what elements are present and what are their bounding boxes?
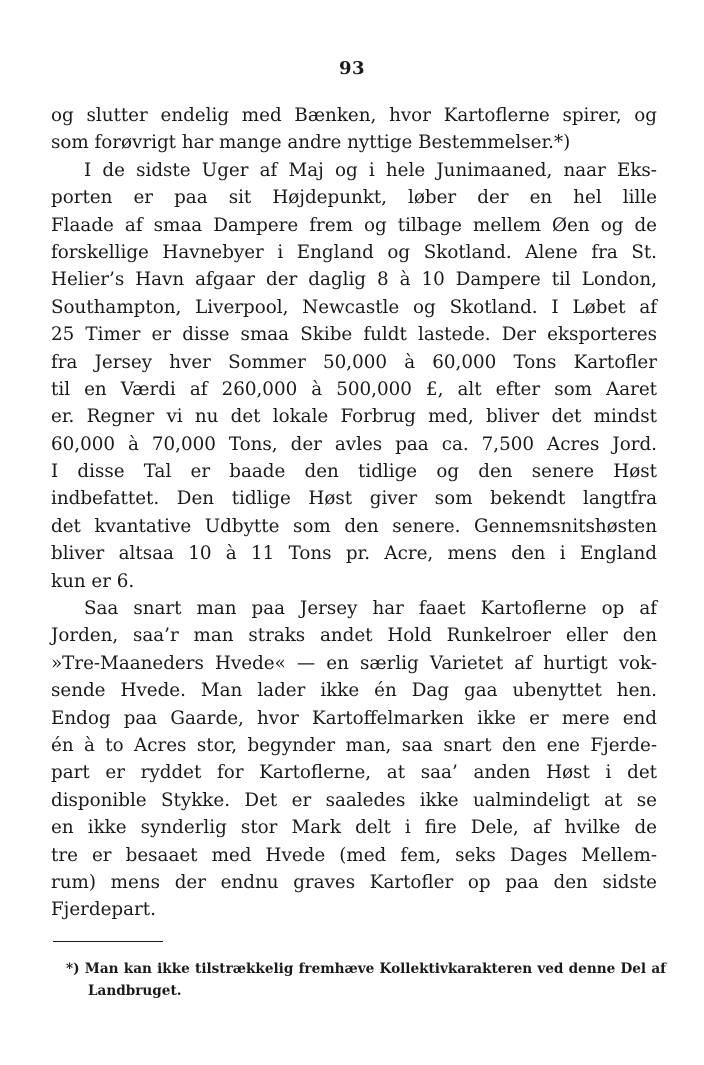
text-line: indbefattet. Den tidlige Høst giver som bekendt langtfra	[51, 488, 657, 510]
text-line: fra Jersey hver Sommer 50,000 à 60,000 Tons Kartofler	[51, 351, 657, 373]
text-line: Southampton, Liverpool, Newcastle og Skotland. I Løbet af	[51, 296, 657, 318]
text-line: til en Værdi af 260,000 à 500,000 £, alt efter som Aaret	[51, 378, 657, 400]
text-line: I de sidste Uger af Maj og i hele Junimaaned, naar Eks-	[84, 159, 657, 181]
text-line: disponible Stykke. Det er saaledes ikke ualmindeligt at se	[51, 789, 657, 811]
text-line: »Tre-Maaneders Hvede« — en særlig Varietet af hurtigt vok-	[51, 652, 657, 674]
text-line: én à to Acres stor, begynder man, saa snart den ene Fjerde-	[51, 734, 657, 756]
text-line: som forøvrigt har mange andre nyttige Bestemmelser.*)	[51, 132, 571, 154]
text-line: Flaade af smaa Dampere frem og tilbage mellem Øen og de	[51, 214, 657, 236]
page-number: 93	[338, 58, 366, 79]
text-line: og slutter endelig med Bænken, hvor Kartoflerne spirer, og	[51, 105, 657, 126]
text-line: I disse Tal er baade den tidlige og den senere Høst	[51, 461, 657, 483]
text-line: Jorden, saa’r man straks andet Hold Runkelroer eller den	[51, 625, 657, 647]
body-text	[51, 102, 657, 924]
footnote-line: *) Man kan ikke tilstrækkelig fremhæve Kollektivkarakteren ved denne Del af	[66, 961, 666, 977]
text-line: bliver altsaa 10 à 11 Tons pr. Acre, mens den i England	[51, 543, 657, 565]
text-line: en ikke synderlig stor Mark delt i fire Dele, af hvilke de	[51, 817, 657, 839]
text-line: Endog paa Gaarde, hvor Kartoffelmarken ikke er mere end	[51, 707, 657, 729]
footnote-line: Landbruget.	[88, 983, 182, 999]
text-line: rum) mens der endnu graves Kartofler op paa den sidste	[51, 871, 657, 893]
text-line: Fjerdepart.	[51, 899, 156, 921]
text-line: det kvantative Udbytte som den senere. Gennemsnitshøsten	[51, 515, 657, 537]
text-line: er. Regner vi nu det lokale Forbrug med, bliver det mindst	[51, 406, 657, 428]
footnote-divider	[53, 941, 163, 942]
text-line: 60,000 à 70,000 Tons, der avles paa ca. 7,500 Acres Jord.	[51, 433, 657, 455]
footnote	[66, 958, 666, 1002]
text-line: kun er 6.	[51, 570, 135, 592]
text-line: Saa snart man paa Jersey har faaet Kartoflerne op af	[84, 598, 657, 620]
text-line: porten er paa sit Højdepunkt, løber der en hel lille	[51, 187, 657, 209]
text-line: part er ryddet for Kartoflerne, at saa’ anden Høst i det	[51, 762, 657, 784]
text-line: Helier’s Havn afgaar der daglig 8 à 10 Dampere til London,	[51, 269, 657, 291]
text-line: sende Hvede. Man lader ikke én Dag gaa ubenyttet hen.	[51, 680, 657, 702]
text-line: forskellige Havnebyer i England og Skotland. Alene fra St.	[51, 241, 657, 263]
text-line: 25 Timer er disse smaa Skibe fuldt lastede. Der eksporteres	[51, 324, 657, 346]
text-line: tre er besaaet med Hvede (med fem, seks Dages Mellem-	[51, 844, 657, 866]
